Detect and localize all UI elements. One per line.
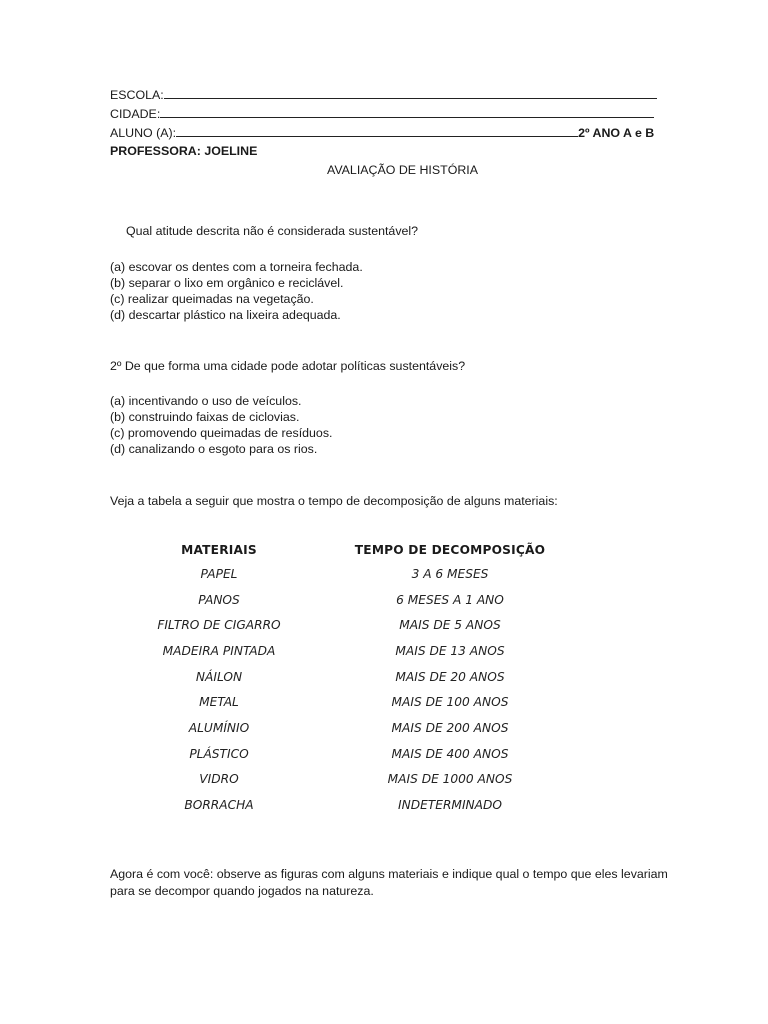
material-cell: MADEIRA PINTADA	[162, 643, 276, 658]
material-cell: NÁILON	[195, 669, 243, 684]
material-cell: PAPEL	[200, 566, 238, 581]
time-cell: 3 A 6 MESES	[411, 566, 489, 581]
material-cell: FILTRO DE CIGARRO	[157, 618, 281, 633]
table-row	[148, 612, 610, 638]
table-row	[148, 689, 610, 715]
table-row	[148, 792, 610, 818]
teacher-name: PROFESSORA: JOELINE	[110, 144, 258, 158]
q2-question: 2º De que forma uma cidade pode adotar políticas sustentáveis?	[110, 359, 466, 373]
closing-line-2: para se decompor quando jogados na natureza.	[110, 884, 374, 898]
table-row	[148, 664, 610, 690]
closing-line-1: Agora é com você: observe as figuras com alguns materiais e indique qual o tempo que eles levariam	[110, 867, 668, 881]
time-cell: MAIS DE 1000 ANOS	[387, 772, 513, 787]
table-row	[148, 715, 610, 741]
material-cell: METAL	[199, 695, 239, 710]
table-row	[148, 587, 610, 613]
q1-option-a: (a) escovar os dentes com a torneira fechada.	[110, 260, 363, 274]
q2-option-a: (a) incentivando o uso de veículos.	[110, 394, 302, 408]
city-blank	[160, 105, 654, 118]
material-cell: ALUMÍNIO	[188, 720, 250, 735]
table-row	[148, 638, 610, 664]
q2-option-c: (c) promovendo queimadas de resíduos.	[110, 426, 333, 440]
table-row	[148, 741, 610, 767]
table-row	[148, 561, 610, 587]
q2-option-d: (d) canalizando o esgoto para os rios.	[110, 442, 318, 456]
school-blank	[164, 86, 657, 99]
student-label: ALUNO (A):	[110, 126, 177, 140]
school-line	[110, 86, 657, 103]
time-cell: MAIS DE 400 ANOS	[391, 746, 509, 761]
time-cell: MAIS DE 20 ANOS	[395, 669, 505, 684]
time-cell: MAIS DE 200 ANOS	[391, 720, 509, 735]
time-cell: 6 MESES A 1 ANO	[396, 592, 504, 607]
time-cell: MAIS DE 13 ANOS	[395, 643, 505, 658]
q1-question: Qual atitude descrita não é considerada sustentável?	[126, 224, 419, 238]
table-intro: Veja a tabela a seguir que mostra o tempo de decomposição de alguns materiais:	[110, 494, 558, 508]
exam-title: AVALIAÇÃO DE HISTÓRIA	[326, 163, 478, 177]
material-cell: PLÁSTICO	[189, 746, 249, 761]
material-cell: VIDRO	[199, 772, 239, 787]
material-cell: BORRACHA	[184, 798, 254, 813]
table-row	[148, 767, 610, 793]
header-time: TEMPO DE DECOMPOSIÇÃO	[354, 542, 546, 557]
header-materials: MATERIAIS	[181, 542, 257, 557]
time-cell: MAIS DE 100 ANOS	[391, 695, 509, 710]
city-line	[110, 105, 654, 122]
decomposition-table	[148, 538, 610, 818]
class-label: 2º ANO A e B	[578, 126, 655, 140]
q1-option-d: (d) descartar plástico na lixeira adequada.	[110, 308, 341, 322]
q1-option-b: (b) separar o lixo em orgânico e reciclável.	[110, 276, 344, 290]
city-label: CIDADE:	[110, 107, 161, 121]
time-cell: MAIS DE 5 ANOS	[399, 618, 501, 633]
table-header-row	[148, 538, 610, 561]
time-cell: INDETERMINADO	[398, 798, 502, 813]
student-line	[110, 124, 654, 141]
student-blank	[176, 124, 578, 137]
material-cell: PANOS	[198, 592, 240, 607]
q2-option-b: (b) construindo faixas de ciclovias.	[110, 410, 300, 424]
school-label: ESCOLA:	[110, 88, 164, 102]
q1-option-c: (c) realizar queimadas na vegetação.	[110, 292, 314, 306]
